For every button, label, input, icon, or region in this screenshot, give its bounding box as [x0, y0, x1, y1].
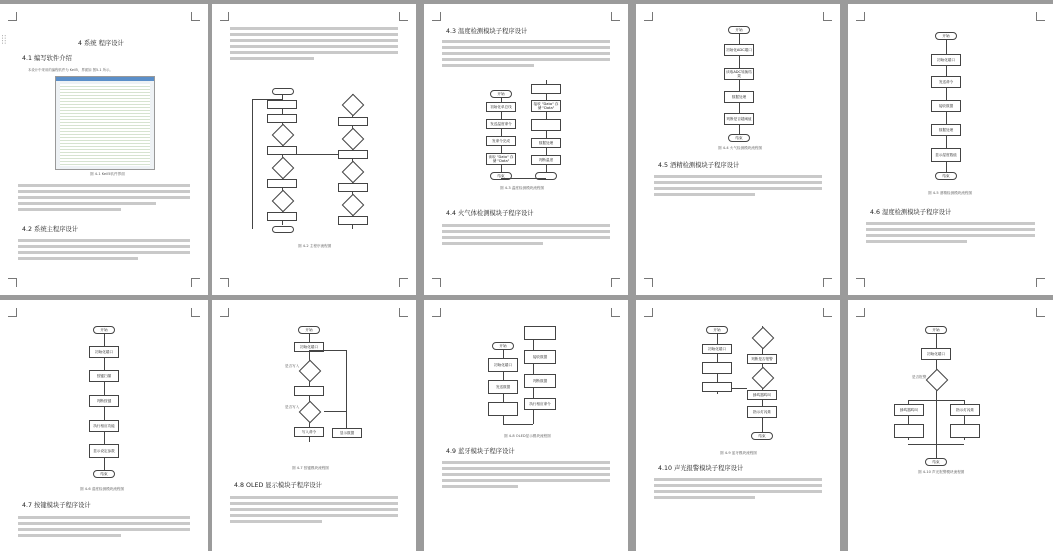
section-heading: 4.1 编写软件介绍	[22, 55, 72, 62]
flow-step: 数据处理	[724, 91, 754, 103]
flow-step: 显示设定参数	[89, 444, 119, 458]
flow-end: 结束	[751, 432, 773, 440]
document-page-1	[0, 4, 208, 295]
flow-start: 开始	[492, 342, 514, 350]
flow-step	[950, 424, 980, 438]
flow-start: 开始	[93, 326, 115, 334]
flow-step: 显示湿度数值	[931, 148, 961, 162]
flow-end: 结束	[728, 134, 750, 142]
flow-start: 开始	[706, 326, 728, 334]
flow-step	[488, 402, 518, 416]
figure-caption: 图 4-10 声光报警模块流程图	[918, 470, 965, 474]
flow-step: 指示灯闪烁	[747, 406, 777, 418]
flow-step: 写入命令	[294, 427, 324, 437]
flow-step: 数据处理	[931, 124, 961, 136]
body-text	[654, 475, 822, 515]
flow-step: 接收 "Data" 存储 "Data"	[531, 100, 561, 112]
flow-start: 开始	[298, 326, 320, 334]
flow-decision	[752, 367, 775, 390]
flow-step	[531, 84, 561, 94]
flow-step: 指示灯闪烁	[950, 404, 980, 416]
figure-caption: 图 4-6 湿度检测模块流程图	[80, 487, 125, 491]
body-text	[230, 24, 398, 84]
flow-end: 结束	[925, 458, 947, 466]
decision-label: 是否写入	[285, 364, 300, 368]
section-heading: 4.7 按键模块子程序设计	[22, 502, 91, 509]
flow-step: 蜂鸣器鸣叫	[894, 404, 924, 416]
figure-caption: 图 4-7 按键模块流程图	[292, 466, 329, 470]
flow-step	[894, 424, 924, 438]
flow-step	[294, 386, 324, 396]
flow-start: 开始	[728, 26, 750, 34]
flow-step: 判断是否超阈值	[724, 113, 754, 125]
flow-start: 开始	[935, 32, 957, 40]
figure-caption: 图 4-1 Keil5软件界面	[90, 172, 125, 176]
flow-step: 蜂鸣器鸣叫	[747, 390, 777, 400]
flow-decision	[926, 369, 949, 392]
document-page-5	[848, 4, 1053, 295]
flow-step: 发命令完成	[486, 136, 516, 146]
flow-start: 开始	[490, 90, 512, 98]
figure-caption: 图 4-5 酒精检测模块流程图	[928, 191, 973, 195]
section-heading: 4.2 系统主程序设计	[22, 226, 79, 233]
flow-decision	[752, 327, 775, 350]
section-heading: 4.5 酒精检测模块子程序设计	[658, 162, 740, 169]
flow-step: 执行相应功能	[89, 420, 119, 432]
flow-step: 发送命令	[931, 76, 961, 88]
body-text	[18, 236, 190, 276]
flow-step: 数据处理	[531, 138, 561, 148]
section-heading: 4.4 火气体检测模块子程序设计	[446, 210, 534, 217]
figure-caption: 图 4-8 OLED显示模块流程图	[504, 434, 551, 438]
document-page-9	[636, 300, 840, 551]
flow-step: 初始化单总线	[486, 102, 516, 112]
body-text	[654, 172, 822, 212]
flow-decision	[299, 360, 322, 383]
document-page-2	[212, 4, 416, 295]
figure-caption: 图 4-4 火气检测模块流程图	[718, 146, 763, 150]
figure-caption: 图 4-3 温度检测模块流程图	[500, 186, 545, 190]
flow-end: 结束	[490, 172, 512, 180]
flow-step	[524, 326, 556, 340]
flow-end: 结束	[935, 172, 957, 180]
flow-step: 初始化端口	[931, 54, 961, 66]
body-text	[442, 221, 610, 261]
body-text	[230, 493, 398, 537]
flow-step: 读取ADC转换结果	[724, 68, 754, 80]
document-page-8	[424, 300, 628, 551]
flow-step: 初始化端口	[488, 358, 518, 372]
flow-step	[702, 382, 732, 392]
flow-step: 接收数据	[931, 100, 961, 112]
flow-step: 初始化端口	[702, 344, 732, 354]
section-heading: 4.3 温度检测模块子程序设计	[446, 28, 528, 35]
flow-step: 初始化ADC端口	[724, 44, 754, 56]
flow-step: 判断温度	[531, 155, 561, 165]
document-page-10	[848, 300, 1053, 551]
flow-decision	[299, 401, 322, 424]
figure-caption: 图 4-9 蓝牙模块流程图	[720, 451, 757, 455]
chapter-title: 4 系统 程序设计	[78, 40, 124, 47]
document-page-3	[424, 4, 628, 295]
flow-step: 判断按键	[89, 395, 119, 407]
section-heading: 4.9 蓝牙模块子程序设计	[446, 448, 515, 455]
body-text	[866, 219, 1035, 259]
flow-step: 判断是否报警	[747, 354, 777, 364]
flow-step: 读取 "Data" 存储 "Data"	[486, 153, 516, 165]
body-text	[18, 181, 190, 221]
figure-caption: 图 4-2 主程序流程图	[298, 244, 332, 248]
flow-step: 显示数据	[332, 428, 362, 438]
flow-step: 初始化端口	[89, 346, 119, 358]
flow-step: 初始化端口	[294, 342, 324, 352]
decision-label: 是否写入	[285, 405, 300, 409]
flow-step: 判断数据	[524, 374, 556, 388]
flow-start: 开始	[925, 326, 947, 334]
flow-step: 发送数据	[488, 380, 518, 394]
section-heading: 4.6 湿度检测模块子程序设计	[870, 209, 952, 216]
flow-step	[531, 119, 561, 131]
document-page-7	[212, 300, 416, 551]
section-heading: 4.10 声光报警模块子程序设计	[658, 465, 744, 472]
flow-step: 初始化端口	[921, 348, 951, 360]
software-screenshot	[55, 76, 155, 170]
body-text	[18, 513, 190, 551]
flow-step	[702, 362, 732, 374]
body-text	[442, 458, 610, 502]
drag-handle-icon[interactable]: ∷ ∷	[2, 34, 7, 46]
flow-step: 按键扫描	[89, 370, 119, 382]
document-page-4	[636, 4, 840, 295]
body-text	[442, 37, 610, 77]
section-heading: 4.8 OLED 显示模块子程序设计	[234, 482, 322, 489]
decision-label: 是否报警	[912, 375, 927, 379]
paragraph: 本设计中采用的编程软件为 Keil5，界面如 图5-1 所示。	[28, 68, 113, 72]
flow-step: 接收数据	[524, 350, 556, 364]
flow-step: 执行相应命令	[524, 398, 556, 410]
flow-end: 结束	[93, 470, 115, 478]
flow-step: 发送温度命令	[486, 119, 516, 129]
document-page-6	[0, 300, 208, 551]
